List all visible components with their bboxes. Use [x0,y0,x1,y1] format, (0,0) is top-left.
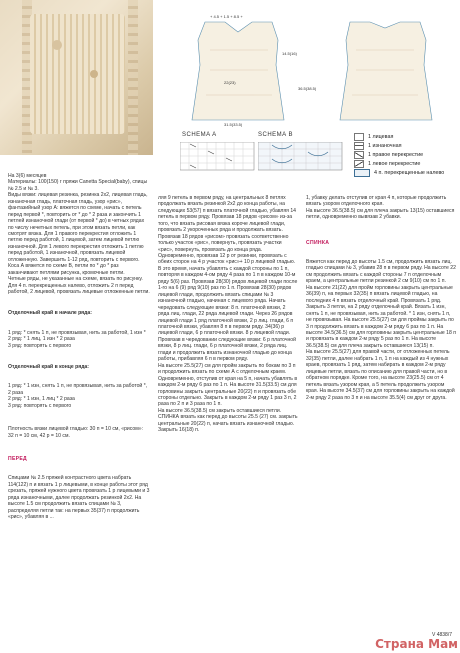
edge-rows: 1 ряд: * снять 1 п, не провязывая, нить за работой, 1 изн * 2 ряд: * 1 лиц, 1 изн * 2 раза 3 ряд: повторять с первого [8,329,146,349]
cable-cross-icon [354,169,370,177]
top-measure-label: + 4.5 + 1.5 + 8.5 + [210,14,243,19]
legend-row [354,168,458,177]
legend-row [354,150,458,159]
height-measure-label: 36.5(38.5) [298,86,317,91]
left-cross-icon [354,160,364,168]
intro-text: На 3(6) месяцев Материалы: 100(150) г пряжи Canetta Special(baby), спицы № 2.5 и № 3. Виды вязки: лицевая резинка, резинка 2х2, лицевая гладь, изнаночная гладь, платочная гладь, узор «рис», фантазийный узор А: вяжется по схеме, начать с петель перед первой *, повторить от * до * 2 раза и закончить 1 петлей изнаночной глади (от первой * до) в четных рядах по числу нечетных петель, при этом вязать петли, как смотрят вязка. Для 1 правого перекрестия отложить 1 петлю перед работой, 1 лицевой, затем лицевой петлю изнаночной. Для 1 левого перекрестия отложить 1 петлю перед работой, 1 изнаночной, провязать лицевой отложенную. Завершить 1-12 ряд, повторить с первого. Коса А вяжется по схеме В, петли по * до * раз заканчивают петлями рисунка, кромочные петли. Четные ряды, не указанные на схеме, вязать по рисунку. Для 4 п. перекрещенных налево, отложить 2 п перед работой, 2 лицевой, провязать лицевые отложенные петли. [8,172,150,296]
site-watermark: Страна Мам [375,637,458,651]
schema-a-label: SCHEMA A [182,132,217,138]
front-text: Спицами № 2.5 пряжей контрастного цвета набрать 114(122) п и вязать 1 р лицевыми, в конце работы этот ряд срезать, пряжей нужного цвета провязать 1 р лицевыми и 3 ряда изнаночными, далее продолжать резинкой 2х2. На высоте 1.5 см продолжить вязать спицами № 3, распределяя петли так: на первых 35(37) п продолжить «рис», убавляя в ... [8,475,151,521]
front-heading: ПЕРЕД [8,455,27,462]
page-number: V 4838/7 [431,632,452,638]
bead-icon [52,40,62,50]
back-heading: СПИНКА [306,239,330,246]
legend-label: 4 п. перекрещенные налево [374,169,445,176]
knit-panel [30,14,125,134]
density-text: Плотность вязки лицевой гладью: 30 п = 10 см, «рисом»: 32 п = 10 см, 42 р = 10 см. [8,426,145,439]
edge-end-heading: Отделочный край в конце ряда: [8,364,89,371]
right-measure-label: 14.5(16) [282,51,297,56]
schema-b-label: SCHEMA B [258,132,294,138]
legend-row [354,159,458,168]
schema-a-grid [180,142,256,172]
legend-label: 1 изнаночная [368,142,402,149]
middle-text: ляя 9 петель в первом ряду, на центральных 8 петлях продолжать вязать резинкой 2х2 до конца работы, на следующих 53(57) п вязать платочной гладью, убавляя 14 петель в первом ряду. Провязав 18 рядов «рисом» из-за того, что вязать рисовая вязка короче лицевой глади, провязать 2 укороченных ряда и продолжать вязать. Провязав 18 рядов «рисом» провязать соответственно только участок «рис», повернуть, провязать участки «рис», повернуть, провязать до конца ряда. Одновременно, провязав 12 р от резинки, провязать с обеих сторон на 4 р участок «рис»+ 10 р лицевой гладью. В это время, начать убавлять с каждой стороны по 1 п, повторяя в каждом 4-ом ряду 4 раза по 1 п в каждом 10-м ряду 5(6) раз. Провязав 28(30) рядов лицевой глади после 1-го на 6 (9) ряд 9(10) раз по 1 п. Провязав 28(30) рядов лицевой глади, продолжить вязать спицами № 3 изнаночной гладью, начиная с лицевого ряда. Начать чередовать следующие вязки: 8 п. платочной вязки, 2 ряда лиц. глади, 22 ряда лицевой глади. Через 26 рядов лицевой глади 1 ряд платочной вязки, 2 р лиц. глади, 6 п платочной вязки, убавляя 8 п в первом ряду. 34(36) р лицевой глади, 6 р платочной вязки. 8 р лицевой глади. Провязав в чередовании следующие вязки: 6 р платочной вязки, 8 р лиц. глади, 6 р платочной вязки, 2 ряда лиц. глади и продолжить вязать изнаночной гладью до конца работы, прибавляя 6 п в первом ряду. На высоте 25.5(27) см для пройм закрыть по бокам по 3 п и продолжить вязать по схеме А с отделочным краем. Одновременно, отступив от края на 5 п, начать убавлять в каждом 2-м ряду 6 раз по 1 п. На высоте 31.5(33.5) см для горловины закрыть центральные 20(22) п и провязать обе стороны отдельно. Закрыть в каждом 2-м ряду 1 раз 3 п, 2 раза по 2 п и 3 раза по 1 п. На высоте 36.5(38.5) см закрыть оставшиеся петли. СПИНКА вязать как перед до высоты 25.5 (27) см. закрыть центральные 20(22) п, начать вязать изнаночной гладью. Закрыть 16(18) п. [158,194,298,434]
legend-label: 1 правое перекрестие [368,151,424,158]
purl-stitch-icon [354,142,364,150]
back-text: Вяжется как перед до высоты 1.5 см, продолжить вязать лиц. гладью спицами № 3, убавив 28 п в первом ряду. На высоте 22 см продолжить вязать с каждой стороны 7 п отделочным краем, а центральные петли резинкой 2 см 9(10) см по 1 п. На высоте 21(22) для пройм горловины закрыть центральные 36(39) п, на первых 32(35) п вязать лицевой гладью, на последних 4 п вязать отделочный край. Провязать 1 ряд. Закрыть 3 петли, на 2 ряду отделочный край. Вязать 1 изн, снять 1 п, не провязывая, нить за работой. * 1 изн, снять 1 п, не провязывая. На высоте 25.5(27) см для проймы закрыть по 3 п продолжить вязать в каждом 2-м ряду 6 раз по 1 п. На высоте 34.5(36.5) см для горловины закрыть центральные 18 п и провязать в каждом 2-м ряду 5 раз по 1 п. На высоте 36.5(38.5) см для плеча закрыть оставшиеся 13(15) п. На высоте 25.5(27) для правой части, от отложенных петель 32(35) петли, далее набрать 1 п, 1 п на каждый из 4 нужных краев, провязать 1 ряд, затем набирать в каждом 2-м ряду лицевые петли, вязать по описанию для правой части, но в обратном порядке. Кроме того, на высоте 23(25.5) см от 4 петель вязать узором края, а 5 петель продолжить узором края. На высоте 34.5(37) см для горловины закрыть на каждой 2-м ряду 2 раза по 3 п и на высоте 35.5(4) см друг от друга. [306,258,456,401]
legend-row [354,132,458,141]
right-column [306,182,456,407]
bottom-measure-label: 31.5(33.5) [224,122,243,127]
left-column [8,160,150,527]
schema-b-grid [258,142,344,172]
edge-heading: Отделочный край в начале ряда: [8,310,92,317]
dress-schematic [180,10,458,128]
legend [354,132,458,177]
legend-label: 1 левое перекрестие [368,160,421,167]
knit-stitch-icon [354,133,364,141]
mid-measure-label: 22(23) [224,80,236,85]
cable-stripe [128,0,138,155]
legend-row [354,141,458,150]
middle-column [158,182,298,440]
right-cross-icon [354,151,364,159]
right-top-text: 1, убавку делать отступив от края 4 п, которые продолжить вязать узором отделочного края. На высоте 36.5(38.5) см для плеча закрыть 13(15) оставшиеся петли, одновременно вывязав 2 убавки. [306,194,455,221]
dress-photo [0,0,153,155]
edge-end-rows: 1 ряд: * 1 изн, снять 1 п, не провязывая, нить за работой *, 2 раза 2 ряд: * 1 изн, 1 лиц * 2 раза 3 ряд: повторять с первого [8,383,148,409]
legend-label: 1 лицевая [368,133,394,140]
bead-icon [90,70,98,78]
